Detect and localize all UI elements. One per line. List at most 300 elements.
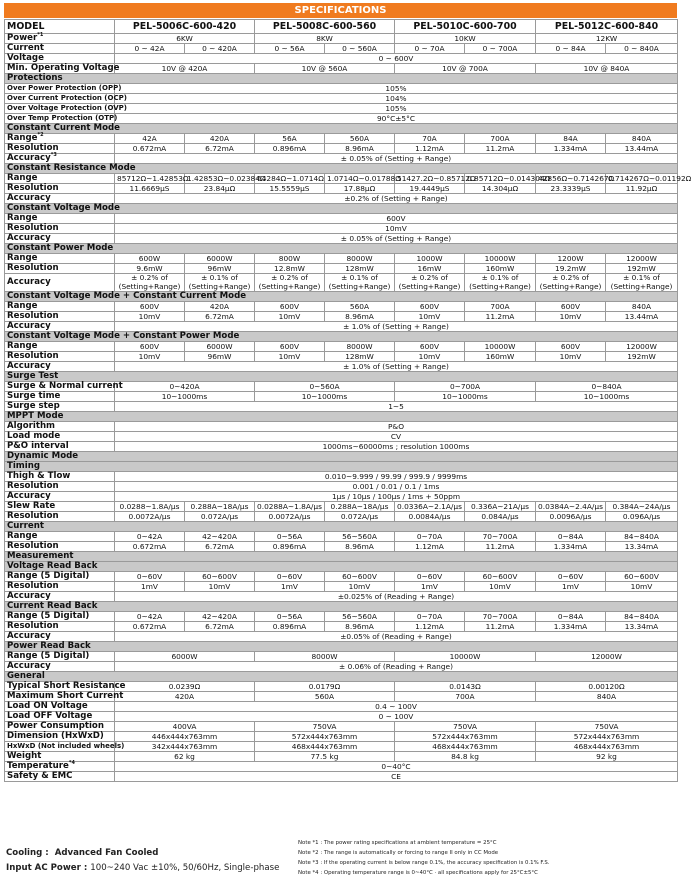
section-title: Constant Current Mode (5, 124, 678, 134)
value-cell: 19.2mW (536, 264, 606, 274)
row-label (5, 582, 115, 592)
value-cell: 9.6mW (115, 264, 185, 274)
value-cell: 85712Ω~1.42853Ω (115, 174, 185, 184)
row-label (5, 422, 115, 432)
section-title: Constant Resistance Mode (5, 164, 678, 174)
cell-line: ± 0.1% of (201, 273, 238, 282)
cvcp-accuracy-row (5, 362, 678, 372)
row-label (5, 482, 115, 492)
value-cell: 56~560A (325, 612, 395, 622)
opp-row (5, 84, 678, 94)
value-cell: 10V @ 560A (255, 64, 395, 74)
row-label-text: Accuracy (7, 233, 51, 243)
value-cell: PEL-5008C-600-560 (255, 20, 395, 34)
row-label (5, 184, 115, 194)
value-cell: 0~420A (115, 382, 255, 392)
value-cell: 60~600V (325, 572, 395, 582)
value-cell: 0~42A (115, 612, 185, 622)
value-cell: 10mV (325, 582, 395, 592)
value-cell: 96mW (185, 352, 255, 362)
section-title: Measurement (5, 552, 678, 562)
row-label-text: Maximum Short Current (7, 691, 124, 701)
mppt-algorithm-row (5, 422, 678, 432)
row-label (5, 502, 115, 512)
value-cell: 0.336A~21A/μs (465, 502, 536, 512)
cell-line: (Setting+Range) (258, 281, 321, 291)
cr-range-row (5, 174, 678, 184)
value-cell: 90°C±5°C (115, 114, 678, 124)
safety-row (5, 772, 678, 782)
row-label-text: Accuracy (7, 153, 51, 163)
value-cell: 10mV (255, 312, 325, 322)
row-label (5, 532, 115, 542)
row-label (5, 20, 115, 34)
otp-row (5, 114, 678, 124)
value-cell: 64284Ω~1.0714Ω (255, 174, 325, 184)
row-label-text: Resolution (7, 263, 59, 273)
value-cell: 11.2mA (465, 144, 536, 154)
row-label (5, 722, 115, 732)
ocp-row (5, 94, 678, 104)
row-label-text: Resolution (7, 481, 59, 491)
value-cell (185, 274, 255, 292)
value-cell: 840A (606, 134, 678, 144)
row-label-text: Range (5 Digital) (7, 651, 90, 661)
row-label-text: Resolution (7, 621, 59, 631)
dimension-no-wheels-row (5, 742, 678, 752)
value-cell: 0 ~ 420A (185, 44, 255, 54)
model-row (5, 20, 678, 34)
value-cell: 0~56A (255, 532, 325, 542)
value-cell: 10mV (395, 312, 465, 322)
value-cell: 0.0288A~1.8A/μs (255, 502, 325, 512)
value-cell: 1.12mA (395, 144, 465, 154)
value-cell: 12.8mW (255, 264, 325, 274)
value-cell: 10mV (606, 582, 678, 592)
section-title: Constant Power Mode (5, 244, 678, 254)
row-label (5, 214, 115, 224)
value-cell: 77.5 kg (255, 752, 395, 762)
value-cell: 56~560A (325, 532, 395, 542)
value-cell: 84.8 kg (395, 752, 536, 762)
specifications-table (4, 19, 691, 782)
row-label (5, 681, 126, 692)
row-label-text: Range (7, 341, 38, 351)
row-label-text: Safety & EMC (7, 771, 73, 781)
prb-accuracy-row (5, 662, 678, 672)
value-cell (606, 274, 678, 292)
cell-line: ± 0.2% of (411, 273, 448, 282)
mppt-interval-row (5, 442, 678, 452)
row-label (5, 652, 115, 662)
value-cell: 0~70A (395, 612, 465, 622)
row-label (5, 44, 115, 54)
row-label-text: Surge step (7, 401, 60, 411)
footnote-mark: *3 (50, 152, 57, 159)
row-label-text: Resolution (7, 223, 59, 233)
row-label-text: Typical Short Resistance (7, 681, 126, 691)
value-cell: 0 ~ 840A (606, 44, 678, 54)
value-cell: 840A (536, 692, 678, 702)
value-cell: 1.0714Ω~0.01788Ω (325, 174, 395, 184)
section-title: Power Read Back (5, 642, 678, 652)
cell-line: (Setting+Range) (188, 281, 251, 291)
row-label-text: Resolution (7, 351, 59, 361)
row-label (5, 322, 115, 332)
row-label (5, 512, 115, 522)
row-label (5, 402, 115, 412)
value-cell: 6000W (185, 254, 255, 264)
row-label (5, 302, 115, 312)
value-cell: 560A (325, 302, 395, 312)
value-cell: CV (115, 432, 678, 442)
section-measurement (5, 552, 678, 562)
value-cell: 60~600V (606, 572, 678, 582)
section-voltage-read-back (5, 562, 678, 572)
value-cell: 1.334mA (536, 144, 606, 154)
value-cell: 600V (255, 302, 325, 312)
value-cell: 8.96mA (325, 144, 395, 154)
section-cv (5, 204, 678, 214)
value-cell: 572x444x763mm (255, 732, 395, 742)
row-label (5, 254, 115, 264)
value-cell: 0~60V (536, 572, 606, 582)
row-label-text: Range (7, 133, 38, 143)
row-label (5, 622, 115, 632)
dimension-row (5, 732, 678, 742)
value-cell: PEL-5012C-600-840 (536, 20, 678, 34)
value-cell: 0.0072A/μs (115, 512, 185, 522)
value-cell: 10mV (255, 352, 325, 362)
row-label-text: Resolution (7, 183, 59, 193)
value-cell: 10V @ 700A (395, 64, 536, 74)
value-cell: 56A (255, 134, 325, 144)
row-label (5, 34, 115, 44)
value-cell: 11.2mA (465, 622, 536, 632)
row-label (5, 174, 115, 184)
value-cell: ±0.025% of (Reading + Range) (115, 592, 678, 602)
dyn-current-range-row (5, 532, 678, 542)
value-cell: 70~700A (465, 532, 536, 542)
row-label-text: Range (7, 531, 38, 541)
value-cell: 0.0336A~2.1A/μs (395, 502, 465, 512)
row-label (5, 732, 115, 742)
value-cell: 70~700A (465, 612, 536, 622)
value-cell: 600V (536, 342, 606, 352)
value-cell (465, 274, 536, 292)
row-label-text: Algorithm (7, 421, 56, 431)
cell-line: (Setting+Range) (610, 281, 673, 291)
value-cell: 10~1000ms (115, 392, 255, 402)
value-cell: 0~84A (536, 612, 606, 622)
value-cell: 0.084A/μs (465, 512, 536, 522)
value-cell: 10~1000ms (536, 392, 678, 402)
value-cell: 0.0072A/μs (255, 512, 325, 522)
value-cell: 8000W (255, 652, 395, 662)
value-cell: 342x444x763mm (115, 742, 255, 752)
vrb-resolution-row (5, 582, 678, 592)
crb-resolution-row (5, 622, 678, 632)
section-cr (5, 164, 678, 174)
row-label (5, 772, 115, 782)
value-cell: 0.0143Ω (395, 682, 536, 692)
value-cell: 1mV (255, 582, 325, 592)
value-cell: 468x444x763mm (536, 742, 678, 752)
value-cell: 1mV (115, 582, 185, 592)
value-cell: 0 ~ 70A (395, 44, 465, 54)
section-surge (5, 372, 678, 382)
value-cell: 8000W (325, 254, 395, 264)
value-cell: 11.92μΩ (606, 184, 678, 194)
thigh-row (5, 472, 678, 482)
value-cell: 10mV (395, 352, 465, 362)
value-cell: 10000W (465, 254, 536, 264)
value-cell: 6.72mA (185, 144, 255, 154)
value-cell: 1000W (395, 254, 465, 264)
cell-line: ± 0.2% of (271, 273, 308, 282)
note-1: Note *1 : The power rating specifications at ambient temperature = 25°C (298, 840, 497, 846)
row-label-text: Surge & Normal current (7, 381, 123, 391)
value-cell: 0.0096A/μs (536, 512, 606, 522)
row-label-text: Over Voltage Protection (OVP) (7, 104, 127, 112)
section-timing (5, 462, 678, 472)
value-cell: 70A (395, 134, 465, 144)
row-label-text: Thigh & Tlow (7, 471, 71, 481)
row-label (5, 752, 115, 762)
value-cell: 13.44mA (606, 144, 678, 154)
value-cell: 96mW (185, 264, 255, 274)
voltage-row (5, 54, 678, 64)
value-cell: 700A (395, 692, 536, 702)
row-label (5, 144, 115, 154)
row-label-text: Load ON Voltage (7, 701, 88, 711)
section-title: Protections (5, 74, 678, 84)
footnote-mark: *2 (37, 132, 44, 139)
value-cell: 17.88μΩ (325, 184, 395, 194)
value-cell: ± 0.05% of (Setting + Range) (115, 234, 678, 244)
row-label (5, 572, 115, 582)
value-cell: 600V (115, 214, 678, 224)
cv-resolution-row (5, 224, 678, 234)
row-label (5, 381, 123, 392)
value-cell: 420A (185, 134, 255, 144)
row-label (5, 224, 115, 234)
value-cell: 1.334mA (536, 622, 606, 632)
row-label (5, 84, 122, 94)
crb-range-row (5, 612, 678, 622)
value-cell: 0~840A (536, 382, 678, 392)
value-cell: 192mW (606, 352, 678, 362)
note-2: Note *2 : The range is automatically or forcing to range II only in CC Mode (298, 850, 499, 856)
value-cell: 468x444x763mm (395, 742, 536, 752)
section-current-read-back (5, 602, 678, 612)
section-title: Constant Voltage Mode (5, 204, 678, 214)
value-cell: 8.96mA (325, 312, 395, 322)
value-cell: 0.384A~24A/μs (606, 502, 678, 512)
value-cell: 840A (606, 302, 678, 312)
value-cell: 560A (325, 134, 395, 144)
row-label-text: Accuracy (7, 491, 51, 501)
value-cell: 0.0239Ω (115, 682, 255, 692)
value-cell: 42~420A (185, 532, 255, 542)
value-cell: 1.12mA (395, 542, 465, 552)
cvcc-resolution-row (5, 312, 678, 322)
input-power-label: Input AC Power : (6, 863, 88, 873)
value-cell: 11.2mA (465, 312, 536, 322)
value-cell: 600V (395, 342, 465, 352)
row-label-text: Load OFF Voltage (7, 711, 93, 721)
row-label (5, 762, 115, 772)
value-cell: 84~840A (606, 612, 678, 622)
value-cell: 0~84A (536, 532, 606, 542)
value-cell: 0~40°C (115, 762, 678, 772)
cell-line: ± 0.2% of (131, 273, 168, 282)
row-label (5, 94, 127, 104)
section-mppt (5, 412, 678, 422)
section-title: Timing (5, 462, 678, 472)
cell-line: (Setting+Range) (469, 281, 531, 291)
cp-resolution-row (5, 264, 678, 274)
cell-line: ± 0.2% of (552, 273, 589, 282)
row-label-text: Power Consumption (7, 721, 104, 731)
value-cell: 0.072A/μs (185, 512, 255, 522)
row-label-text: Accuracy (7, 321, 51, 331)
value-cell: 600V (395, 302, 465, 312)
row-label-text: MODEL (7, 21, 45, 32)
value-cell: 92 kg (536, 752, 678, 762)
value-cell (395, 274, 465, 292)
value-cell: ±0.05% of (Reading + Range) (115, 632, 678, 642)
row-label-text: Voltage (7, 53, 44, 63)
value-cell: 192mW (606, 264, 678, 274)
value-cell: 11.6669μS (115, 184, 185, 194)
value-cell: 15.5559μS (255, 184, 325, 194)
section-cc (5, 124, 678, 134)
value-cell: 0~700A (395, 382, 536, 392)
section-cv-cc (5, 292, 678, 302)
row-label (5, 742, 125, 752)
row-label-text: Accuracy (7, 591, 51, 601)
value-cell: 12000W (606, 342, 678, 352)
value-cell: 10mV (536, 312, 606, 322)
row-label-text: Accuracy (7, 277, 51, 288)
value-cell: 0~70A (395, 532, 465, 542)
section-title: Constant Voltage Mode + Constant Power Mode (5, 332, 678, 342)
value-cell: 0 ~ 84A (536, 44, 606, 54)
value-cell: 0.288A~18A/μs (185, 502, 255, 512)
value-cell: 6000W (185, 342, 255, 352)
row-label-text: Range (7, 301, 38, 311)
row-label-text: Over Temp Protection (OTP) (7, 114, 118, 122)
row-label (5, 662, 115, 672)
value-cell: 6.72mA (185, 622, 255, 632)
row-label-text: Dimension (HxWxD) (7, 731, 104, 741)
value-cell: 0~60V (255, 572, 325, 582)
cr-resolution-row (5, 184, 678, 194)
value-cell: 0.672mA (115, 542, 185, 552)
row-label (5, 442, 115, 452)
row-label-text: Accuracy (7, 361, 51, 371)
value-cell: 62 kg (115, 752, 255, 762)
section-cv-cp (5, 332, 678, 342)
value-cell: 0.85712Ω~0.014304Ω (465, 174, 536, 184)
weight-row (5, 752, 678, 762)
value-cell: 600V (115, 342, 185, 352)
row-label-text: Weight (7, 751, 42, 761)
cell-line: (Setting+Range) (118, 281, 181, 291)
surge-time-row (5, 392, 678, 402)
specifications-banner: SPECIFICATIONS (4, 3, 677, 18)
row-label (5, 472, 115, 482)
value-cell: 10~1000ms (255, 392, 395, 402)
value-cell: 10mV (115, 352, 185, 362)
value-cell: 23.3339μS (536, 184, 606, 194)
value-cell: 1mV (395, 582, 465, 592)
timing-accuracy-row (5, 492, 678, 502)
row-label-text: Resolution (7, 311, 59, 321)
row-label-text: Over Power Protection (OPP) (7, 84, 122, 92)
short-current-row (5, 692, 678, 702)
footnote-mark: *4 (68, 760, 75, 767)
row-label (5, 702, 115, 712)
value-cell: 60~600V (185, 572, 255, 582)
row-label (5, 712, 115, 722)
value-cell: 572x444x763mm (536, 732, 678, 742)
value-cell: 0.010~9.999 / 99.99 / 999.9 / 9999ms (115, 472, 678, 482)
value-cell: 160mW (465, 352, 536, 362)
row-label (5, 63, 120, 74)
ovp-row (5, 104, 678, 114)
cell-line: (Setting+Range) (539, 281, 602, 291)
value-cell: CE (115, 772, 678, 782)
value-cell: 6000W (115, 652, 255, 662)
crb-accuracy-row (5, 632, 678, 642)
section-title: Dynamic Mode (5, 452, 678, 462)
value-cell: 0.096A/μs (606, 512, 678, 522)
value-cell: 105% (115, 84, 678, 94)
value-cell: 0.4 ~ 100V (115, 702, 678, 712)
value-cell: 0~56A (255, 612, 325, 622)
value-cell: 8.96mA (325, 622, 395, 632)
section-title: Current Read Back (5, 602, 678, 612)
value-cell: 10mV (536, 352, 606, 362)
row-label (5, 342, 115, 352)
value-cell: 13.44mA (606, 312, 678, 322)
value-cell: 600V (536, 302, 606, 312)
row-label (5, 691, 124, 702)
note-4: Note *4 : Operating temperature range is 0~40°C · all specifications apply for 25°C±5°C (298, 870, 538, 876)
slew-rate-row (5, 502, 678, 512)
row-label (5, 54, 115, 64)
value-cell: 6.72mA (185, 312, 255, 322)
row-label-text: Range (7, 173, 38, 183)
note-3: Note *3 : If the operating current is below range 0.1%, the accuracy specification is 0.1% F.S. (298, 860, 550, 866)
row-label (5, 114, 118, 124)
value-cell (115, 274, 185, 292)
value-cell: 0~560A (255, 382, 395, 392)
value-cell: 750VA (395, 722, 536, 732)
value-cell: 600V (255, 342, 325, 352)
value-cell: 0.288A~18A/μs (325, 502, 395, 512)
value-cell: 10mV (465, 582, 536, 592)
row-label-text: Temperature (7, 761, 69, 771)
value-cell: ± 1.0% of (Setting + Range) (115, 322, 678, 332)
section-title: MPPT Mode (5, 412, 678, 422)
value-cell: 0.0084A/μs (395, 512, 465, 522)
value-cell: 0.00120Ω (536, 682, 678, 692)
value-cell: 6.72mA (185, 542, 255, 552)
row-label-text: Resolution (7, 143, 59, 153)
